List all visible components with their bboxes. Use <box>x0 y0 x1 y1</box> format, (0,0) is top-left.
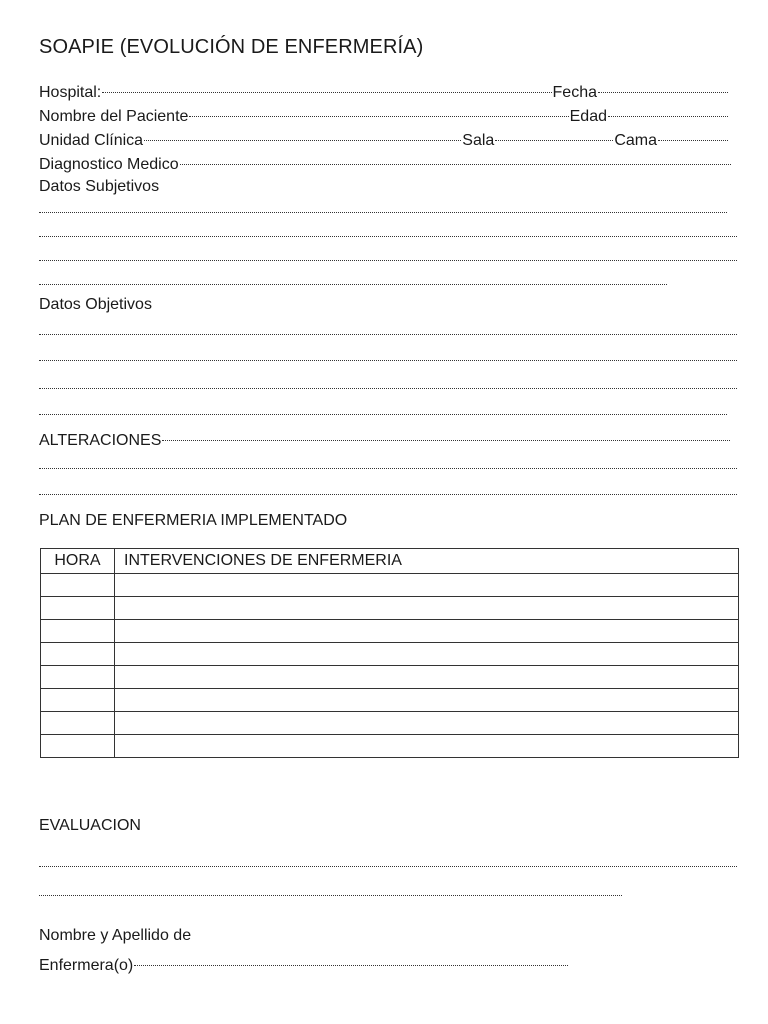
evaluacion-line[interactable] <box>39 866 737 867</box>
plan-heading: PLAN DE ENFERMERIA IMPLEMENTADO <box>39 512 348 529</box>
subjetivos-line[interactable] <box>39 284 667 285</box>
table-row <box>41 597 739 620</box>
cama-label: Cama <box>614 132 657 149</box>
intervencion-cell[interactable] <box>115 643 739 666</box>
enfermera-label: Enfermera(o) <box>39 957 134 974</box>
hora-cell[interactable] <box>41 620 115 643</box>
diagnostico-field[interactable] <box>180 164 731 165</box>
alteraciones-label: ALTERACIONES <box>39 432 162 449</box>
unidad-row <box>39 130 729 152</box>
datos-objetivos-heading: Datos Objetivos <box>39 296 152 313</box>
hora-cell[interactable] <box>41 643 115 666</box>
objetivos-line[interactable] <box>39 334 737 335</box>
edad-label: Edad <box>569 108 607 125</box>
hora-header: HORA <box>41 549 115 574</box>
table-row <box>41 666 739 689</box>
unidad-clinica-field[interactable] <box>144 140 461 141</box>
alteraciones-line[interactable] <box>39 494 737 495</box>
paciente-row <box>39 106 729 128</box>
subjetivos-line[interactable] <box>39 236 737 237</box>
table-row <box>41 735 739 758</box>
page-title: SOAPIE (EVOLUCIÓN DE ENFERMERÍA) <box>39 36 424 58</box>
intervencion-cell[interactable] <box>115 574 739 597</box>
table-row <box>41 689 739 712</box>
table-row <box>41 643 739 666</box>
alteraciones-field[interactable] <box>162 440 730 441</box>
objetivos-line[interactable] <box>39 388 737 389</box>
intervencion-cell[interactable] <box>115 712 739 735</box>
hora-cell[interactable] <box>41 574 115 597</box>
hora-cell[interactable] <box>41 735 115 758</box>
hospital-label: Hospital: <box>39 84 102 101</box>
interventions-table <box>40 548 739 758</box>
intervencion-cell[interactable] <box>115 597 739 620</box>
subjetivos-line[interactable] <box>39 212 727 213</box>
hora-cell[interactable] <box>41 689 115 712</box>
alteraciones-line[interactable] <box>39 468 737 469</box>
intervencion-cell[interactable] <box>115 735 739 758</box>
nombre-paciente-label: Nombre del Paciente <box>39 108 189 125</box>
firma-row <box>39 955 569 977</box>
evaluacion-heading: EVALUACION <box>39 817 141 834</box>
hospital-field[interactable] <box>102 92 551 93</box>
fecha-label: Fecha <box>552 84 597 101</box>
unidad-clinica-label: Unidad Clínica <box>39 132 144 149</box>
nombre-paciente-field[interactable] <box>189 116 568 117</box>
objetivos-line[interactable] <box>39 414 727 415</box>
intervenciones-header: INTERVENCIONES DE ENFERMERIA <box>115 549 739 574</box>
intervencion-cell[interactable] <box>115 666 739 689</box>
intervencion-cell[interactable] <box>115 689 739 712</box>
datos-subjetivos-heading: Datos Subjetivos <box>39 178 160 195</box>
hora-cell[interactable] <box>41 597 115 620</box>
table-row <box>41 574 739 597</box>
fecha-field[interactable] <box>598 92 728 93</box>
diagnostico-row <box>39 154 732 176</box>
edad-field[interactable] <box>608 116 728 117</box>
evaluacion-line[interactable] <box>39 895 622 896</box>
alteraciones-row <box>39 430 731 452</box>
sala-label: Sala <box>462 132 495 149</box>
subjetivos-line[interactable] <box>39 260 737 261</box>
cama-field[interactable] <box>658 140 728 141</box>
diagnostico-label: Diagnostico Medico <box>39 156 179 173</box>
firma-label-line1: Nombre y Apellido de <box>39 927 192 944</box>
enfermera-field[interactable] <box>134 965 568 966</box>
table-row <box>41 712 739 735</box>
objetivos-line[interactable] <box>39 360 737 361</box>
hora-cell[interactable] <box>41 712 115 735</box>
table-row <box>41 620 739 643</box>
intervencion-cell[interactable] <box>115 620 739 643</box>
sala-field[interactable] <box>495 140 613 141</box>
hospital-row <box>39 82 729 104</box>
hora-cell[interactable] <box>41 666 115 689</box>
